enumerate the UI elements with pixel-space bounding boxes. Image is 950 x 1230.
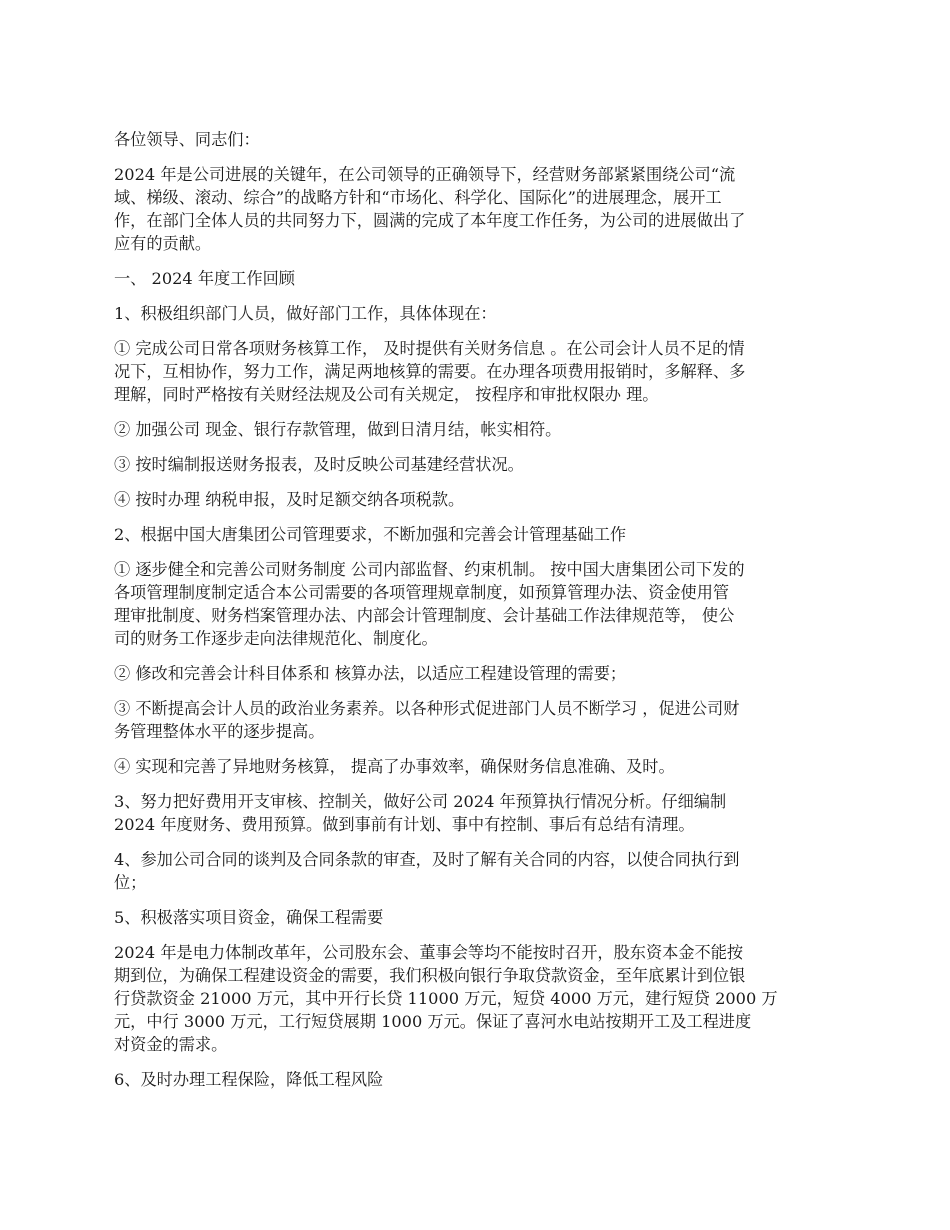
section-heading-review: 一、 2024 年度工作回顾	[114, 269, 295, 288]
item-1-point-3: ③ 按时编制报送财务报表，及时反映公司基建经营状况。	[114, 455, 524, 474]
item-5-paragraph: 2024 年是电力体制改革年，公司股东会、董事会等均不能按时召开，股东资本金不能按 期到位，为确保工程建设资金的需要，我们积极向银行争取贷款资金，至年底累计到位银 行贷款资金 21000 万元，其中开行长贷 11000 万元，短贷 4000 万元，建行短贷 2000 万 元，中行 3000 万元，工行短贷展期 1000 万元。保证了喜河水电站按期开工及工程进度 对资金的需求。	[114, 943, 778, 1054]
item-4-paragraph: 4、参加公司合同的谈判及合同条款的审查，及时了解有关合同的内容，以使合同执行到 位；	[114, 850, 740, 892]
intro-paragraph: 2024 年是公司进展的关键年，在公司领导的正确领导下，经营财务部紧紧围绕公司“流 域、梯级、滚动、综合”的战略方针和“市场化、科学化、国际化”的进展理念，展开工 作，在部门全体人员的共同努力下，圆满的完成了本年度工作任务，为公司的进展做出了 应有的贡献。	[114, 165, 746, 253]
item-heading-6: 6、及时办理工程保险，降低工程风险	[114, 1070, 384, 1089]
item-3-paragraph: 3、努力把好费用开支审核、控制关，做好公司 2024 年预算执行情况分析。仔细编制 2024 年度财务、费用预算。做到事前有计划、事中有控制、事后有总结有清理。	[114, 792, 727, 834]
item-1-point-2: ② 加强公司 现金、银行存款管理，做到日清月结，帐实相符。	[114, 420, 562, 439]
item-heading-5: 5、积极落实项目资金，确保工程需要	[114, 908, 384, 927]
item-2-point-4: ④ 实现和完善了异地财务核算， 提高了办事效率，确保财务信息准确、及时。	[114, 757, 675, 776]
item-2-point-2: ② 修改和完善会计科目体系和 核算办法，以适应工程建设管理的需要；	[114, 664, 627, 683]
item-1-point-4: ④ 按时办理 纳税申报，及时足额交纳各项税款。	[114, 490, 465, 509]
item-heading-2: 2、根据中国大唐集团公司管理要求，不断加强和完善会计管理基础工作	[114, 525, 627, 544]
item-1-point-1: ① 完成公司日常各项财务核算工作， 及时提供有关财务信息 。在公司会计人员不足的情 况下，互相协作，努力工作，满足两地核算的需要。在办理各项费用报销时，多解释、多 理解，同时严格按有关财经法规及公司有关规定， 按程序和审批权限办 理。	[114, 339, 746, 404]
item-heading-1: 1、积极组织部门人员，做好部门工作，具体体现在：	[114, 304, 497, 323]
item-2-point-1: ① 逐步健全和完善公司财务制度 公司内部监督、约束机制。 按中国大唐集团公司下发的 各项管理制度制定适合本公司需要的各项管理规章制度，如预算管理办法、资金使用管 理审批制度、财务档案管理办法、内部会计管理制度、会计基础工作法律规范等， 使公 司的财务工作逐步走向法律规范化、制度化。	[114, 560, 745, 648]
salutation: 各位领导、同志们：	[114, 130, 260, 149]
item-2-point-3: ③ 不断提高会计人员的政治业务素养。以各种形式促进部门人员不断学习 ，促进公司财 务管理整体水平的逐步提高。	[114, 699, 740, 741]
